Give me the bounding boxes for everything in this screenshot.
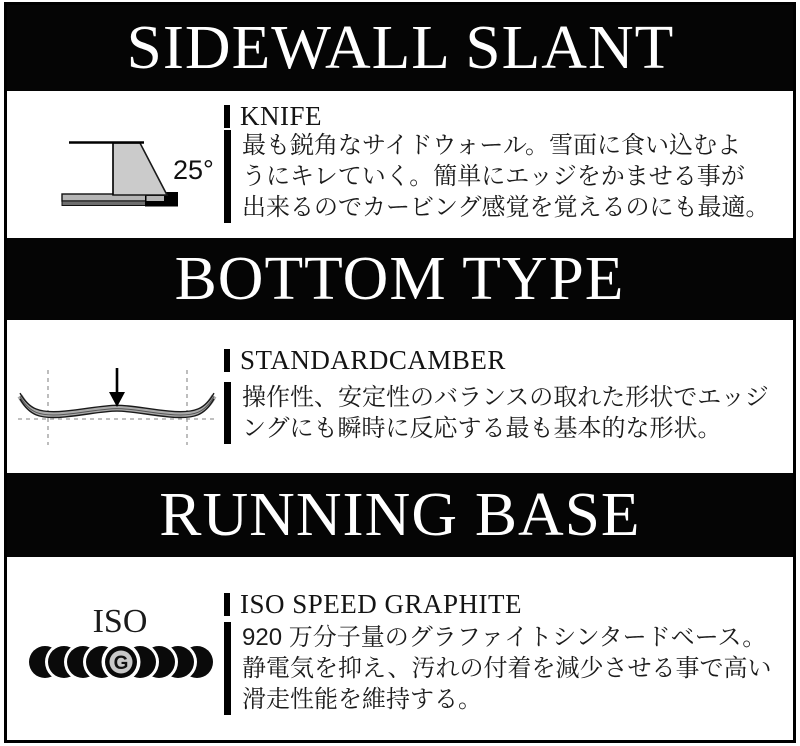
section-header-bottom-type	[7, 238, 793, 320]
subsection-title: ISO SPEED GRAPHITE	[240, 589, 523, 619]
paragraph-text	[242, 622, 771, 715]
subsection-header-standardcamber	[224, 345, 506, 376]
text-line: 出来るのでカービング感覚を覚えるのにも最適。	[242, 194, 770, 221]
header-bar-icon	[224, 105, 230, 128]
section-title: BOTTOM TYPE	[175, 245, 625, 313]
g-badge-icon	[102, 643, 141, 682]
paragraph-bar-icon	[224, 382, 231, 444]
text-line: 滑走性能を維持する。	[242, 686, 482, 713]
section-header-running-base	[7, 473, 793, 557]
iso-label: ISO	[92, 603, 148, 640]
header-bar-icon	[224, 349, 230, 372]
angle-label: 25°	[173, 155, 214, 185]
paragraph-bar-icon	[224, 130, 231, 223]
text-line: 操作性、安定性のバランスの取れた形状でエッジ	[242, 384, 769, 411]
section-title: SIDEWALL SLANT	[126, 14, 674, 82]
subsection-title: KNIFE	[240, 101, 322, 131]
text-line: ングにも瞬時に反応する最も基本的な形状。	[242, 415, 722, 442]
sidewall-angle-diagram	[7, 95, 229, 235]
paragraph-text	[242, 130, 770, 223]
header-bar-icon	[224, 593, 230, 616]
section-title: RUNNING BASE	[159, 481, 641, 549]
g-badge-letter: G	[113, 653, 129, 674]
subsection-header-iso-speed-graphite	[224, 589, 522, 620]
paragraph-bar-icon	[224, 622, 231, 715]
camber-profile-diagram	[7, 330, 232, 460]
iso-speed-graphite-logo	[7, 595, 232, 700]
down-arrow-icon	[109, 368, 125, 407]
iso-speed-graphite-description	[224, 622, 771, 715]
text-line: うにキレていく。簡単にエッジをかませる事が	[242, 163, 745, 190]
sidewall-shape	[113, 143, 167, 195]
text-line: 920 万分子量のグラファイトシンタードベース。	[242, 624, 767, 651]
paragraph-text	[242, 382, 769, 444]
subsection-title: STANDARDCAMBER	[240, 345, 506, 375]
knife-description	[224, 130, 770, 223]
graphite-chain-icon	[26, 643, 216, 682]
subsection-header-knife	[224, 101, 322, 132]
text-line: 最も鋭角なサイドウォール。雪面に食い込むよ	[242, 132, 741, 159]
standardcamber-description	[224, 382, 769, 444]
steel-edge-notch	[147, 196, 165, 201]
text-line: 静電気を抑え、汚れの付着を減少させる事で高い	[242, 655, 772, 682]
section-header-sidewall-slant	[7, 5, 793, 91]
